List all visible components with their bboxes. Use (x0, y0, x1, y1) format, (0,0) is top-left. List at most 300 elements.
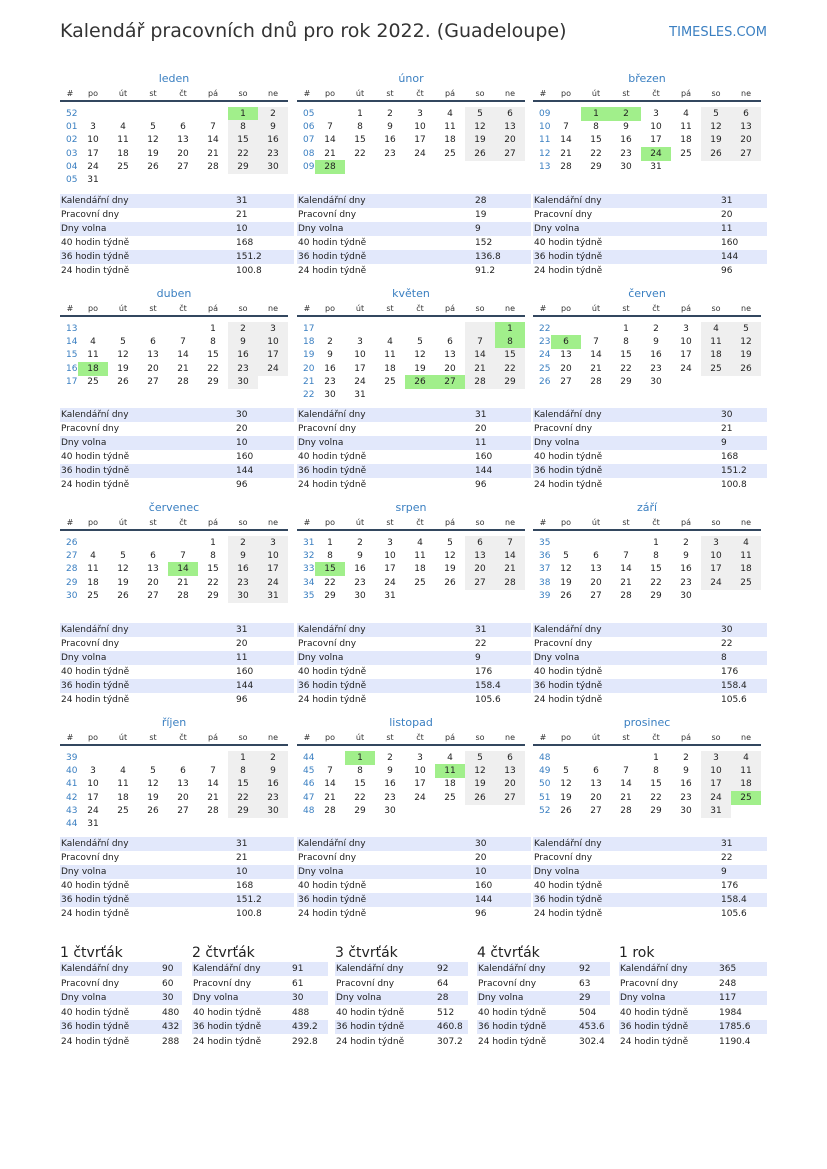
day-cell: 18 (117, 148, 129, 159)
day-cell: 16 (258, 133, 288, 147)
stat-row (297, 250, 531, 264)
stat-value: 29 (579, 993, 591, 1004)
stat-row (60, 977, 182, 991)
stat-label: Kalendářní dny (534, 196, 602, 206)
day-cell: 3 (701, 751, 731, 765)
week-number: 27 (66, 551, 78, 562)
day-cell: 6 (465, 536, 495, 550)
day-cell: 29 (590, 161, 602, 172)
day-cell: 18 (87, 577, 99, 588)
holiday-day: 15 (315, 562, 345, 576)
weekday-label: čt (416, 733, 424, 742)
week-number: 52 (539, 805, 551, 816)
day-cell: 4 (120, 766, 126, 777)
day-cell: 8 (357, 122, 363, 133)
day-cell: 11 (444, 122, 456, 133)
stat-value: 96 (236, 695, 248, 705)
stat-label: 24 hodin týdně (61, 1037, 130, 1047)
weekday-label: # (303, 89, 311, 98)
day-cell: 24 (680, 363, 692, 374)
stat-value: 90 (162, 964, 174, 974)
day-cell: 5 (563, 766, 569, 777)
day-cell: 27 (731, 147, 761, 161)
stat-row (60, 962, 182, 976)
week-number: 17 (66, 376, 78, 387)
day-cell: 27 (147, 376, 159, 387)
day-cell: 9 (653, 337, 659, 348)
stat-label: 24 hodin týdně (61, 909, 130, 919)
stat-value: 96 (475, 909, 487, 919)
stat-label: Dny volna (534, 653, 580, 663)
stat-row (619, 991, 767, 1005)
stat-label: 40 hodin týdně (298, 452, 367, 462)
holiday-day: 1 (345, 751, 375, 765)
day-cell: 12 (117, 564, 129, 575)
week-number: 08 (303, 148, 315, 159)
stat-label: Kalendářní dny (61, 196, 129, 206)
weekday-label: út (355, 733, 365, 742)
day-cell: 4 (731, 536, 761, 550)
stat-label: Pracovní dny (620, 978, 679, 989)
day-cell: 20 (590, 792, 602, 803)
day-cell: 29 (650, 805, 662, 816)
day-cell: 3 (417, 753, 423, 763)
weekday-label: ne (741, 304, 751, 313)
day-cell: 11 (384, 350, 396, 361)
day-cell: 16 (650, 350, 662, 361)
brand-link[interactable]: TIMESLES.COM (669, 25, 767, 40)
day-cell: 16 (324, 363, 336, 374)
stat-label: Dny volna (534, 867, 580, 877)
day-cell: 11 (731, 764, 761, 778)
day-cell: 16 (620, 135, 632, 146)
stat-label: 24 hodin týdně (298, 480, 367, 490)
stat-row (533, 222, 767, 236)
stat-value: 92 (579, 964, 591, 974)
stat-label: 36 hodin týdně (298, 681, 367, 691)
stat-label: Dny volna (298, 653, 344, 663)
stat-value: 92 (437, 964, 449, 974)
day-cell: 22 (354, 148, 366, 159)
day-cell: 25 (701, 362, 731, 376)
day-cell: 11 (87, 564, 99, 575)
weekend-cell (465, 322, 495, 336)
day-cell: 7 (623, 551, 629, 562)
day-cell: 21 (590, 363, 602, 374)
stat-value: 30 (236, 410, 248, 420)
weekday-label: čt (416, 89, 424, 98)
stat-label: Dny volna (298, 867, 344, 877)
weekday-label: čt (179, 518, 187, 527)
stat-label: 36 hodin týdně (61, 1022, 130, 1033)
stat-row (335, 991, 468, 1005)
weekday-label: ne (505, 733, 515, 742)
day-cell: 26 (117, 590, 129, 601)
weekday-label: pá (208, 518, 218, 527)
day-cell: 31 (258, 589, 288, 603)
day-cell: 18 (731, 777, 761, 791)
stat-value: 160 (475, 881, 493, 891)
week-number: 44 (66, 819, 78, 829)
week-number: 11 (539, 135, 551, 146)
stat-value: 158.4 (721, 895, 747, 905)
stat-row (60, 208, 294, 222)
day-cell: 3 (357, 337, 363, 348)
day-cell: 8 (593, 122, 599, 133)
stat-row (533, 436, 767, 450)
stat-row (335, 1035, 468, 1049)
stat-label: Kalendářní dny (534, 625, 602, 635)
day-cell: 4 (447, 753, 453, 763)
stat-value: 302.4 (579, 1037, 605, 1047)
stat-value: 453.6 (579, 1022, 605, 1033)
stat-row (533, 907, 767, 921)
stat-row (192, 1006, 328, 1020)
weekday-label: út (355, 304, 365, 313)
stat-value: 144 (236, 466, 254, 476)
stat-row (60, 450, 294, 464)
day-cell: 8 (210, 551, 216, 562)
weekday-label: po (561, 89, 571, 98)
stat-value: 31 (236, 625, 248, 635)
week-number: 38 (539, 577, 551, 588)
day-cell: 7 (563, 122, 569, 133)
stat-label: Dny volna (61, 653, 107, 663)
stat-row (60, 637, 294, 651)
day-cell: 23 (228, 362, 258, 376)
stat-value: 144 (475, 466, 493, 476)
day-cell: 17 (680, 350, 692, 361)
stat-row (60, 851, 294, 865)
stat-label: 40 hodin týdně (61, 1007, 130, 1018)
stat-row (533, 893, 767, 907)
stat-row (297, 893, 531, 907)
quarter-title: 3 čtvrťák (335, 945, 398, 961)
stat-value: 8 (721, 653, 727, 663)
day-cell: 17 (701, 562, 731, 576)
stat-value: 488 (292, 1007, 310, 1018)
week-number: 03 (66, 148, 78, 159)
day-cell: 3 (417, 109, 423, 119)
stat-label: 36 hodin týdně (478, 1022, 547, 1033)
day-cell: 19 (147, 148, 159, 159)
stat-row (477, 977, 610, 991)
day-cell: 2 (258, 107, 288, 121)
day-cell: 2 (387, 753, 393, 763)
week-number: 47 (303, 792, 315, 803)
week-number: 46 (303, 779, 315, 790)
day-cell: 13 (177, 135, 189, 146)
stat-value: 152 (475, 238, 493, 248)
day-cell: 22 (207, 577, 219, 588)
holiday-day: 1 (495, 322, 525, 336)
weekday-label: so (711, 89, 721, 98)
stat-value: 480 (162, 1007, 180, 1018)
day-cell: 19 (117, 363, 129, 374)
day-cell: 7 (180, 551, 186, 562)
quarter-title: 1 rok (619, 945, 655, 961)
stat-value: 168 (721, 452, 739, 462)
weekday-label: po (561, 304, 571, 313)
day-cell: 2 (683, 538, 689, 548)
day-cell: 25 (117, 805, 129, 816)
weekday-label: ne (505, 518, 515, 527)
stat-value: 144 (475, 895, 493, 905)
stat-row (335, 1006, 468, 1020)
week-number: 01 (66, 122, 78, 133)
week-number: 35 (303, 590, 315, 601)
stat-row (297, 693, 531, 707)
weekday-label: st (149, 89, 157, 98)
month-name: září (636, 501, 658, 514)
stat-label: Dny volna (620, 993, 666, 1004)
week-number: 16 (66, 363, 78, 374)
day-cell: 4 (683, 109, 689, 119)
day-cell: 25 (414, 577, 426, 588)
weekday-label: so (238, 89, 248, 98)
day-cell: 5 (447, 538, 453, 548)
stat-value: 31 (475, 625, 487, 635)
holiday-day: 6 (551, 335, 581, 349)
day-cell: 26 (465, 147, 495, 161)
stat-row (192, 1035, 328, 1049)
stat-label: Dny volna (298, 224, 344, 234)
stat-label: 36 hodin týdně (534, 466, 603, 476)
stat-row (297, 665, 531, 679)
week-number: 45 (303, 766, 315, 777)
day-cell: 13 (147, 564, 159, 575)
weekday-label: čt (652, 89, 660, 98)
stat-label: Pracovní dny (298, 853, 357, 863)
stat-value: 11 (475, 438, 487, 448)
day-cell: 21 (207, 148, 219, 159)
stat-label: Pracovní dny (61, 978, 120, 989)
stat-row (297, 236, 531, 250)
day-cell: 17 (650, 135, 662, 146)
day-cell: 9 (357, 551, 363, 562)
day-cell: 29 (207, 590, 219, 601)
day-cell: 1 (653, 538, 659, 548)
day-cell: 28 (207, 805, 219, 816)
day-cell: 26 (147, 161, 159, 172)
stat-row (60, 436, 294, 450)
day-cell: 14 (207, 779, 219, 790)
day-cell: 13 (465, 549, 495, 563)
day-cell: 5 (120, 551, 126, 562)
day-cell: 11 (117, 135, 129, 146)
stat-row (60, 665, 294, 679)
day-cell: 6 (495, 107, 525, 121)
day-cell: 27 (465, 576, 495, 590)
week-number: 29 (66, 577, 78, 588)
day-cell: 22 (354, 792, 366, 803)
day-cell: 6 (150, 551, 156, 562)
day-cell: 23 (228, 576, 258, 590)
stat-value: 30 (162, 993, 174, 1004)
weekday-header (60, 516, 288, 531)
month-name: květen (392, 287, 430, 300)
stat-row (335, 977, 468, 991)
stat-value: 20 (236, 639, 248, 649)
day-cell: 7 (495, 536, 525, 550)
day-cell: 20 (560, 363, 572, 374)
stat-label: 24 hodin týdně (478, 1037, 547, 1047)
weekday-label: ne (505, 89, 515, 98)
weekday-label: čt (416, 304, 424, 313)
weekday-label: čt (179, 733, 187, 742)
week-number: 49 (539, 766, 551, 777)
day-cell: 30 (258, 160, 288, 174)
day-cell: 20 (147, 363, 159, 374)
day-cell: 6 (180, 766, 186, 777)
stat-label: Kalendářní dny (298, 839, 366, 849)
stat-value: 63 (579, 978, 591, 989)
weekday-label: po (88, 518, 98, 527)
weekday-label: st (149, 518, 157, 527)
stat-label: 40 hodin týdně (534, 238, 603, 248)
weekday-label: st (622, 518, 630, 527)
stat-value: 22 (721, 639, 733, 649)
stat-row (297, 464, 531, 478)
day-cell: 13 (590, 779, 602, 790)
day-cell: 12 (560, 779, 572, 790)
day-cell: 22 (207, 363, 219, 374)
stat-label: Kalendářní dny (620, 964, 688, 974)
day-cell: 20 (731, 133, 761, 147)
day-cell: 2 (357, 538, 363, 548)
stat-label: 40 hodin týdně (61, 667, 130, 677)
stat-value: 160 (236, 667, 254, 677)
stat-row (533, 637, 767, 651)
stat-value: 9 (721, 438, 727, 448)
stat-label: Pracovní dny (193, 978, 252, 989)
day-cell: 25 (444, 148, 456, 159)
day-cell: 22 (228, 791, 258, 805)
weekday-label: po (561, 733, 571, 742)
stat-value: 1785.6 (719, 1022, 751, 1033)
stat-label: Dny volna (61, 867, 107, 877)
holiday-day: 8 (495, 335, 525, 349)
day-cell: 10 (414, 122, 426, 133)
week-number: 31 (303, 538, 315, 548)
weekday-label: st (386, 304, 394, 313)
day-cell: 19 (117, 577, 129, 588)
weekday-label: # (303, 733, 311, 742)
day-cell: 18 (414, 564, 426, 575)
day-cell: 15 (354, 779, 366, 790)
day-cell: 19 (444, 564, 456, 575)
stat-row (60, 893, 294, 907)
day-cell: 27 (560, 376, 572, 387)
stat-row (297, 450, 531, 464)
day-cell: 20 (590, 577, 602, 588)
month-name: prosinec (623, 716, 671, 729)
stat-value: 432 (162, 1022, 180, 1033)
stat-label: Dny volna (336, 993, 382, 1004)
stat-label: Kalendářní dny (61, 410, 129, 420)
stat-row (60, 907, 294, 921)
day-cell: 9 (387, 122, 393, 133)
stat-label: Dny volna (298, 438, 344, 448)
week-number: 40 (66, 766, 78, 777)
day-cell: 18 (701, 348, 731, 362)
day-cell: 23 (258, 791, 288, 805)
stat-row (297, 222, 531, 236)
weekday-label: pá (681, 733, 691, 742)
stat-value: 307.2 (437, 1037, 463, 1047)
day-cell: 9 (683, 551, 689, 562)
stat-row (60, 464, 294, 478)
day-cell: 8 (653, 551, 659, 562)
stat-value: 20 (475, 853, 487, 863)
weekday-label: so (475, 89, 485, 98)
weekday-header (60, 87, 288, 102)
week-number: 36 (539, 551, 551, 562)
day-cell: 14 (177, 350, 189, 361)
month-name: březen (628, 72, 666, 85)
day-cell: 13 (444, 350, 456, 361)
day-cell: 25 (731, 576, 761, 590)
weekday-label: so (475, 518, 485, 527)
day-cell: 26 (701, 147, 731, 161)
stat-value: 31 (236, 196, 248, 206)
day-cell: 15 (207, 350, 219, 361)
weekday-label: čt (179, 304, 187, 313)
day-cell: 12 (147, 135, 159, 146)
day-cell: 24 (87, 161, 99, 172)
stat-value: 248 (719, 978, 737, 989)
day-cell: 10 (384, 551, 396, 562)
day-cell: 5 (150, 766, 156, 777)
stat-value: 28 (475, 196, 487, 206)
stat-row (533, 837, 767, 851)
stat-value: 21 (721, 424, 733, 434)
stat-row (297, 408, 531, 422)
stat-label: 40 hodin týdně (61, 881, 130, 891)
weekday-label: pá (445, 733, 455, 742)
stat-label: 24 hodin týdně (193, 1037, 262, 1047)
weekday-label: pá (681, 304, 691, 313)
week-number: 35 (539, 538, 551, 548)
stat-value: 144 (721, 252, 739, 262)
stat-row (533, 851, 767, 865)
day-cell: 4 (90, 551, 96, 562)
day-cell: 28 (620, 805, 632, 816)
week-number: 15 (66, 350, 78, 361)
week-number: 04 (66, 161, 78, 172)
day-cell: 13 (147, 350, 159, 361)
stat-row (619, 962, 767, 976)
weekday-label: # (539, 733, 547, 742)
day-cell: 6 (447, 337, 453, 348)
holiday-day: 1 (228, 107, 258, 121)
weekday-header (533, 731, 761, 746)
day-cell: 21 (465, 362, 495, 376)
day-cell: 18 (444, 779, 456, 790)
week-number: 14 (66, 337, 78, 348)
stat-value: 176 (721, 881, 739, 891)
stat-row (60, 651, 294, 665)
day-cell: 10 (258, 335, 288, 349)
week-number: 34 (303, 577, 315, 588)
weekday-label: st (149, 733, 157, 742)
day-cell: 23 (650, 363, 662, 374)
stat-row (533, 865, 767, 879)
stat-value: 365 (719, 964, 737, 974)
weekday-label: út (591, 518, 601, 527)
day-cell: 21 (495, 562, 525, 576)
weekday-label: út (118, 518, 128, 527)
